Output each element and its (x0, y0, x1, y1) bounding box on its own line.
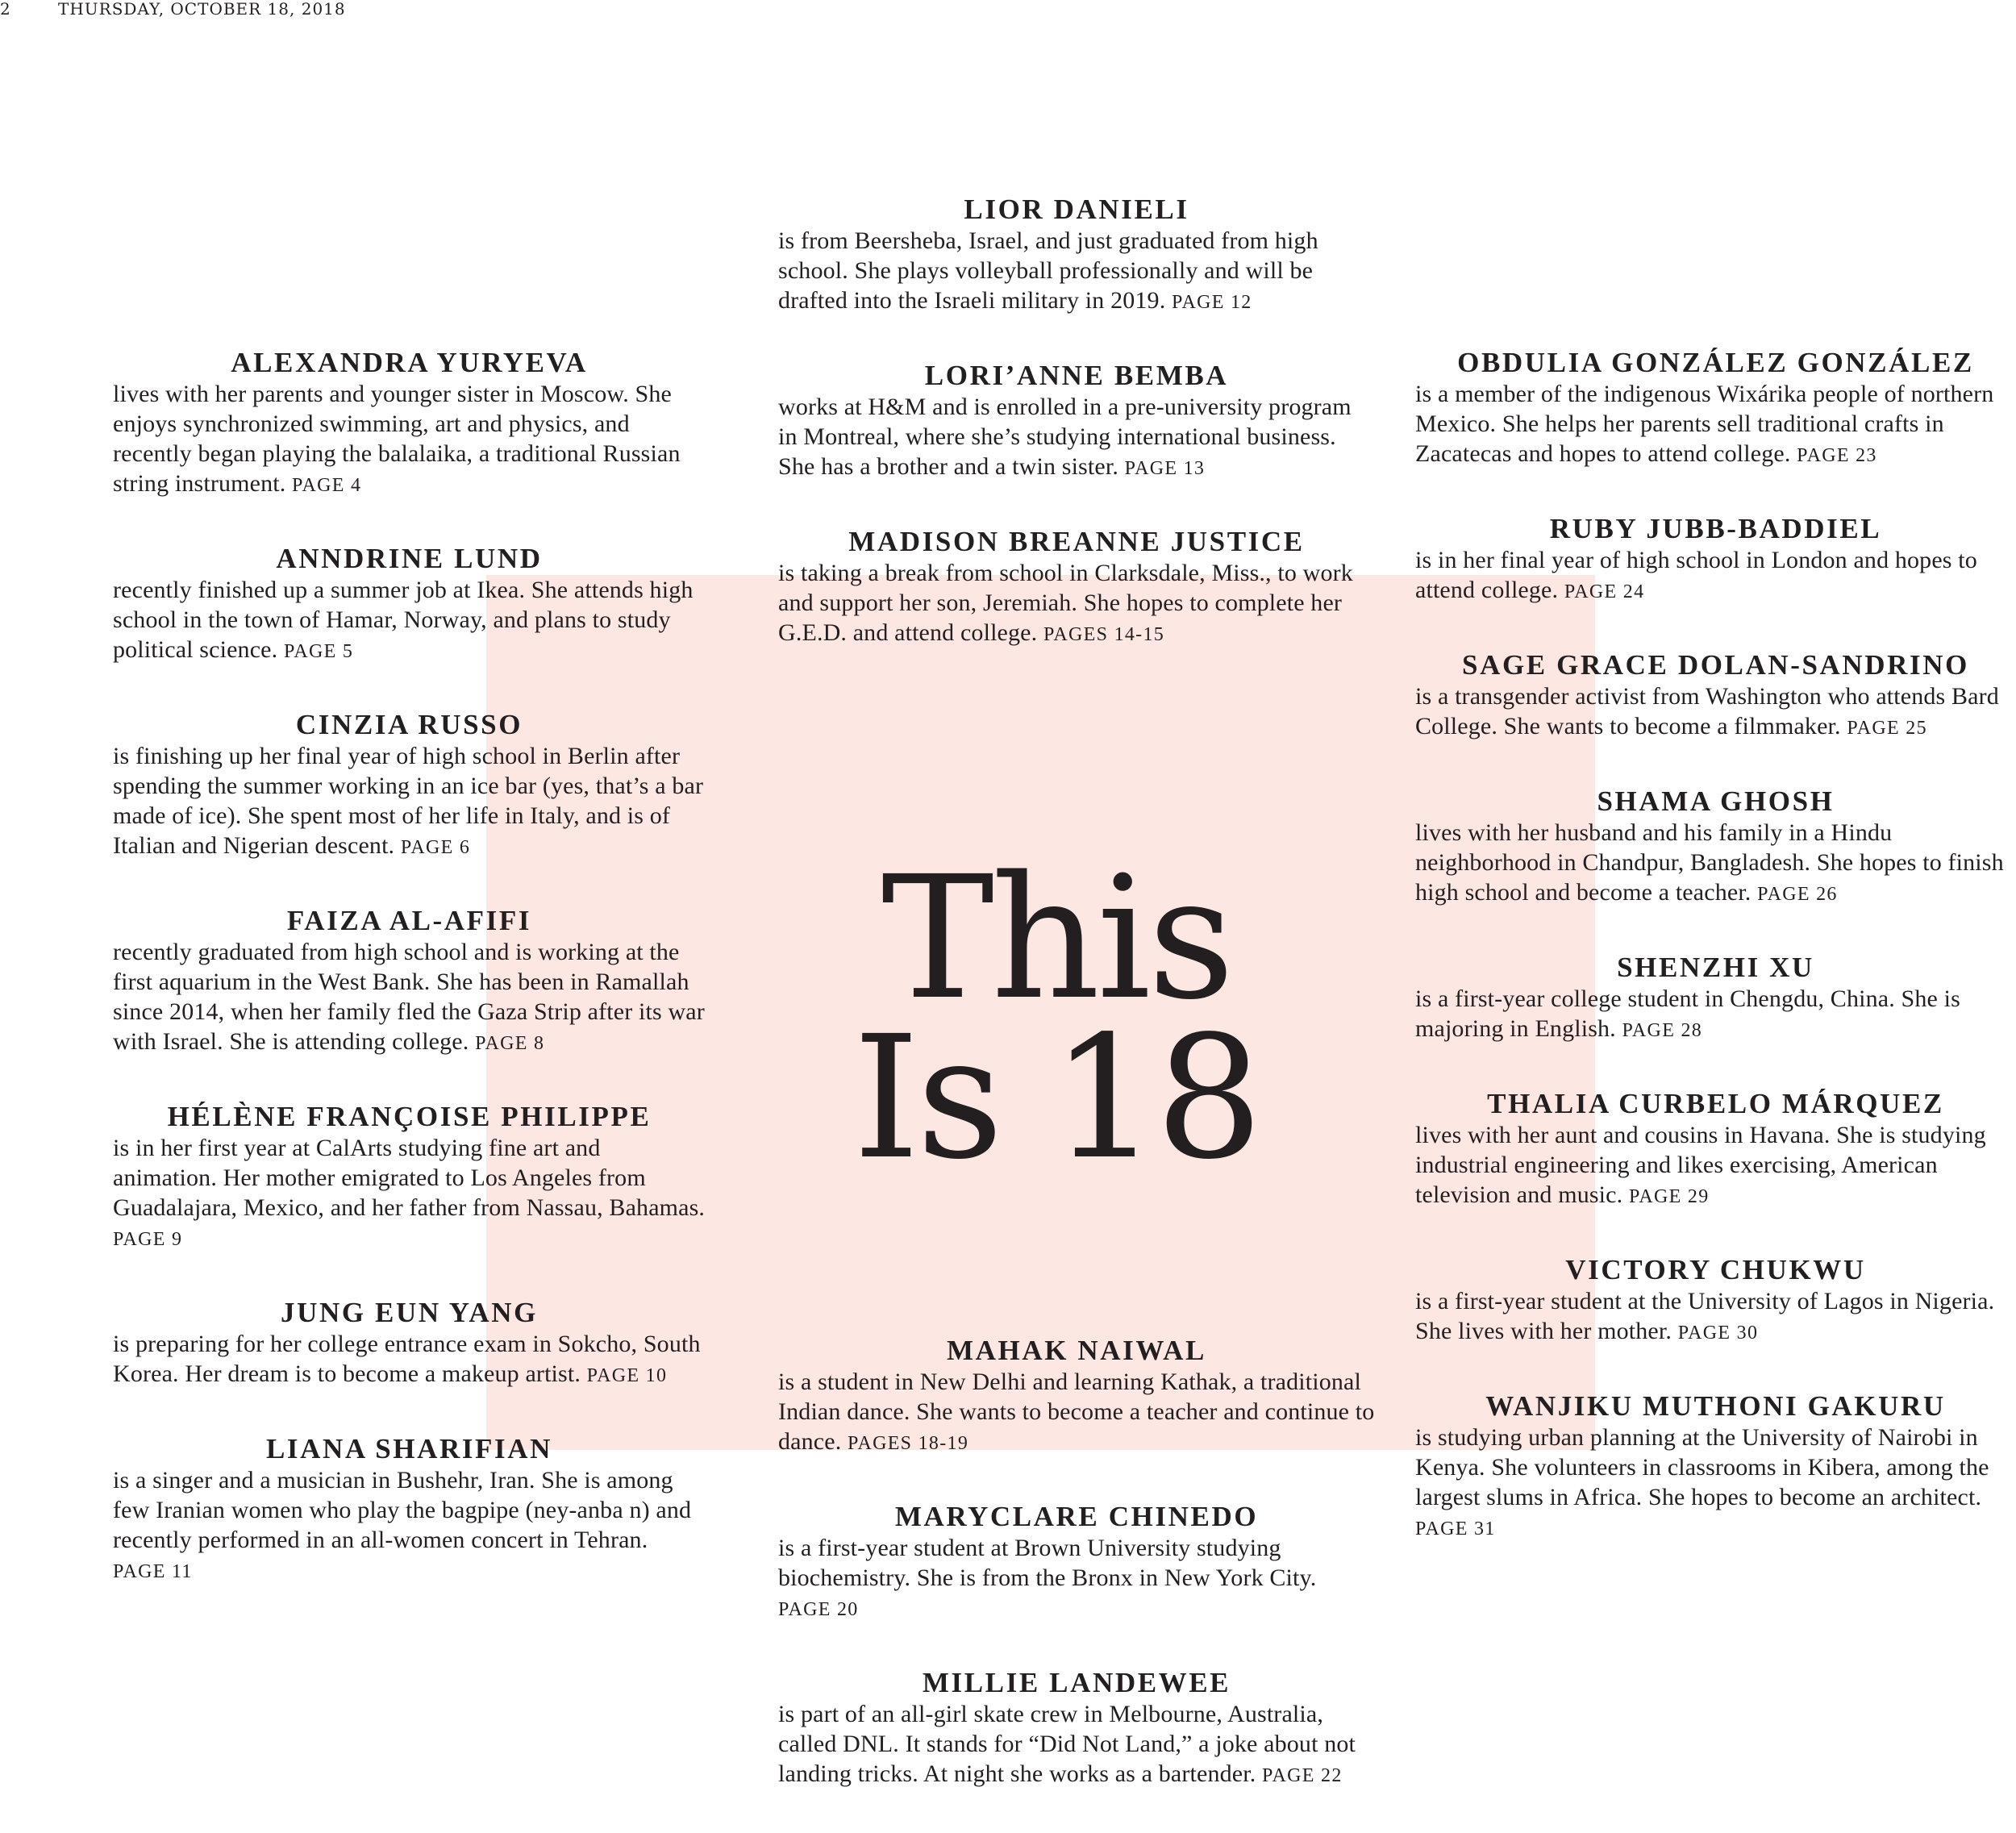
profile-name: OBDULIA GONZÁLEZ GONZÁLEZ (1457, 347, 1974, 378)
page-reference: PAGE 5 (283, 641, 354, 662)
profile-entry (778, 1335, 1375, 1459)
profile-name: RUBY JUBB-BADDIEL (1549, 513, 1882, 544)
profile-entry (113, 709, 706, 863)
profile-bio: lives with her parents and younger sister in Moscow. She enjoys synchronized swimming, art and physics, and recently began playing the balalaika, a traditional Russian string instrument. (113, 381, 681, 497)
profile-entry (113, 1297, 706, 1391)
profile-bio: recently graduated from high school and is working at the first aquarium in the West Bank. She has been in Ramallah since 2014, when her family fled the Gaza Strip after its war with Israel. She is attending college. (113, 939, 705, 1055)
profile-entry (778, 1667, 1375, 1791)
profile-entry (113, 905, 706, 1059)
page-reference: PAGE 8 (475, 1033, 545, 1054)
page-number: 2 (0, 0, 11, 19)
profile-name: MARYCLARE CHINEDO (894, 1501, 1259, 1532)
profile-bio: works at H&M and is enrolled in a pre-university program in Montreal, where she’s studying international business. She has a brother and a twin sister. (778, 394, 1352, 480)
issue-date: THURSDAY, OCTOBER 18, 2018 (58, 0, 346, 19)
profile-entry (1415, 1088, 2016, 1212)
profile-name: SHENZHI XU (1617, 952, 1814, 983)
profile-entry (1415, 952, 2016, 1046)
page-reference: PAGE 12 (1172, 292, 1252, 313)
feature-title-line-1: This (881, 839, 1232, 1037)
page-reference: PAGE 26 (1757, 884, 1838, 905)
right-column (1415, 347, 2016, 1544)
profile-bio: is part of an all-girl skate crew in Melbourne, Australia, called DNL. It stands for “Did Not Land,” a joke about not landing tricks. At night she works as a bartender. (778, 1701, 1356, 1787)
profile-bio: is a member of the indigenous Wixárika people of northern Mexico. She helps her parents sell traditional crafts in Zacatecas and hopes to attend college. (1415, 381, 1994, 467)
profile-entry (1415, 1254, 2016, 1348)
profile-name: LORI’ANNE BEMBA (924, 360, 1229, 391)
profile-bio: is a first-year student at Brown University studying biochemistry. She is from the Bronx in New York City. (778, 1535, 1317, 1591)
profile-entry (113, 543, 706, 667)
profile-name: SAGE GRACE DOLAN-SANDRINO (1462, 649, 1969, 681)
page-reference: PAGE 11 (113, 1561, 193, 1582)
profile-name: VICTORY CHUKWU (1565, 1254, 1866, 1285)
profile-name: SHAMA GHOSH (1597, 785, 1835, 817)
profile-bio: is a first-year college student in Chengdu, China. She is majoring in English. (1415, 985, 1960, 1042)
page-reference: PAGE 6 (400, 837, 471, 858)
profile-name: HÉLÈNE FRANÇOISE PHILIPPE (167, 1101, 652, 1132)
page-reference: PAGE 28 (1622, 1020, 1703, 1041)
profile-entry (1415, 347, 2016, 471)
profile-name: MADISON BREANNE JUSTICE (848, 526, 1305, 557)
profile-name: CINZIA RUSSO (295, 709, 523, 740)
profile-name: MAHAK NAIWAL (947, 1335, 1206, 1366)
page-reference: PAGE 29 (1628, 1186, 1710, 1207)
page-reference: PAGE 9 (113, 1229, 183, 1250)
profile-entry (1415, 649, 2016, 744)
profile-entry (778, 360, 1375, 484)
profile-name: JUNG EUN YANG (280, 1297, 538, 1328)
page-reference: PAGE 20 (778, 1599, 859, 1620)
profile-bio: is a singer and a musician in Bushehr, Iran. She is among few Iranian women who play the bagpipe (ney-anba n) and recently performed in an all-women concert in Tehran. (113, 1467, 692, 1553)
profile-bio: is studying urban planning at the University of Nairobi in Kenya. She volunteers in classrooms in Kibera, among the largest slums in Africa. She hopes to become an architect. (1415, 1424, 1989, 1510)
profile-name: LIOR DANIELI (964, 194, 1189, 225)
profile-name: ALEXANDRA YURYEVA (231, 347, 588, 378)
profile-bio: is preparing for her college entrance exam in Sokcho, South Korea. Her dream is to become a makeup artist. (113, 1331, 701, 1387)
profile-entry (1415, 785, 2016, 910)
profile-bio: lives with her husband and his family in a Hindu neighborhood in Chandpur, Bangladesh. She hopes to finish high school and become a teacher. (1415, 819, 2004, 906)
profile-entry (778, 526, 1375, 650)
profile-bio: is in her first year at CalArts studying fine art and animation. Her mother emigrated to Los Angeles from Guadalajara, Mexico, and her father from Nassau, Bahamas. (113, 1135, 706, 1221)
profile-entry (778, 194, 1375, 318)
profile-name: ANNDRINE LUND (276, 543, 543, 574)
profile-entry (113, 347, 706, 501)
profile-entry (778, 1501, 1375, 1625)
profile-bio: is from Beersheba, Israel, and just graduated from high school. She plays volleyball professionally and will be drafted into the Israeli military in 2019. (778, 227, 1318, 314)
profile-entry (1415, 1390, 2016, 1544)
page-reference: PAGES 14-15 (1043, 624, 1165, 645)
profile-bio: is finishing up her final year of high school in Berlin after spending the summer working in an ice bar (yes, that’s a bar made of ice). She spent most of her life in Italy, and is of Italian and Nigerian descent. (113, 743, 704, 859)
page-reference: PAGE 30 (1677, 1323, 1759, 1344)
page-reference: PAGE 24 (1564, 581, 1645, 602)
profile-entry (113, 1101, 706, 1255)
middle-column-bottom (778, 1335, 1375, 1791)
profile-bio: lives with her aunt and cousins in Havana. She is studying industrial engineering and likes exercising, American television and music. (1415, 1122, 1986, 1208)
profile-bio: is in her final year of high school in London and hopes to attend college. (1415, 547, 1977, 603)
page-reference: PAGE 22 (1262, 1765, 1343, 1786)
profile-entry (1415, 513, 2016, 607)
profile-name: THALIA CURBELO MÁRQUEZ (1487, 1088, 1944, 1119)
feature-title (847, 839, 1266, 1197)
page-reference: PAGE 23 (1797, 445, 1877, 466)
profile-bio: is a transgender activist from Washington who attends Bard College. She wants to become a filmmaker. (1415, 683, 1999, 739)
profile-bio: recently finished up a summer job at Ikea. She attends high school in the town of Hamar, Norway, and plans to study political science. (113, 577, 694, 663)
profile-bio: is a student in New Delhi and learning Kathak, a traditional Indian dance. She wants to become a teacher and continue to dance. (778, 1369, 1375, 1455)
page-reference: PAGE 4 (292, 475, 362, 496)
page-reference: PAGE 25 (1847, 718, 1927, 739)
page-reference: PAGE 10 (586, 1365, 668, 1386)
profile-entry (113, 1433, 706, 1587)
page-reference: PAGE 13 (1124, 458, 1206, 479)
profile-name: FAIZA AL-AFIFI (286, 905, 532, 936)
profile-bio: is taking a break from school in Clarksdale, Miss., to work and support her son, Jeremiah. She hopes to complete her G.E.D. and attend college. (778, 560, 1353, 646)
left-column (113, 347, 706, 1587)
profile-name: WANJIKU MUTHONI GAKURU (1485, 1390, 1946, 1422)
feature-title-line-2: Is 18 (852, 999, 1260, 1197)
page-reference: PAGES 18-19 (848, 1433, 969, 1454)
profile-bio: is a first-year student at the University of Lagos in Nigeria. She lives with her mother. (1415, 1288, 1995, 1344)
profile-name: LIANA SHARIFIAN (265, 1433, 553, 1464)
middle-column-top (778, 194, 1375, 650)
profile-name: MILLIE LANDEWEE (922, 1667, 1231, 1698)
page-reference: PAGE 31 (1415, 1518, 1496, 1539)
